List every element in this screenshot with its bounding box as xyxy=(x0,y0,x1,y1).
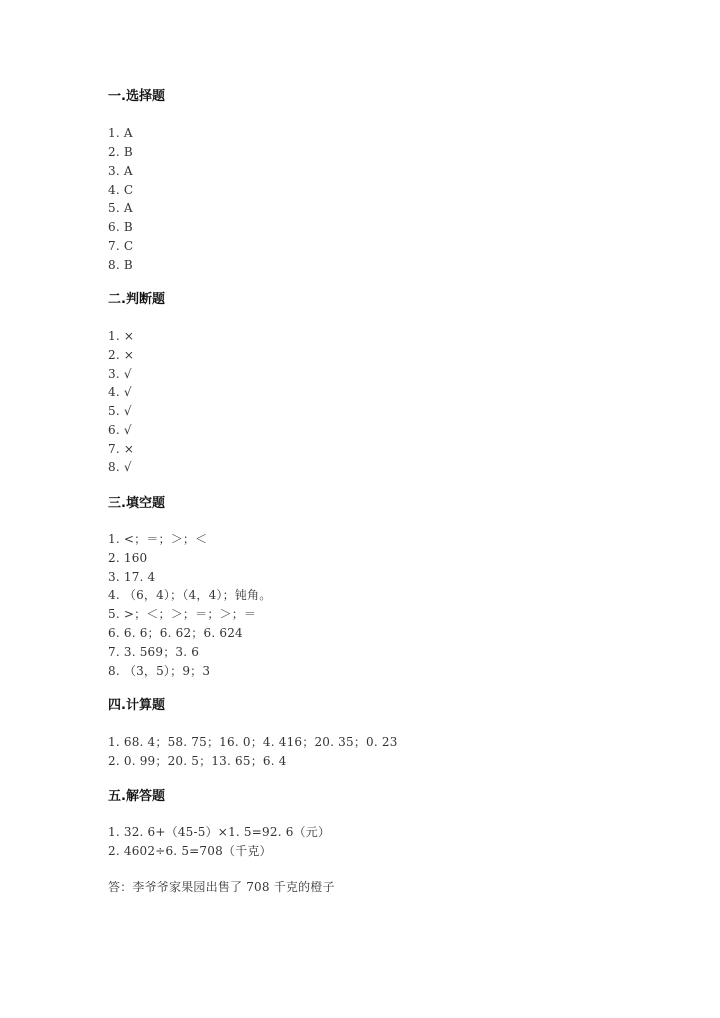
section-title-solution: 五.解答题 xyxy=(108,789,165,804)
solution-step-2: 2. 4602÷6. 5=708（千克） xyxy=(108,844,272,858)
fill-answer-7: 7. 3. 569；3. 6 xyxy=(108,645,200,659)
fill-answer-2: 2. 160 xyxy=(108,551,148,565)
judgment-answer-3: 3. √ xyxy=(108,367,132,381)
section-title-judgment: 二.判断题 xyxy=(108,292,165,307)
choice-answer-2: 2. B xyxy=(108,145,133,159)
choice-answer-5: 5. A xyxy=(108,201,133,215)
calc-answer-2: 2. 0. 99；20. 5；13. 65；6. 4 xyxy=(108,754,287,768)
calc-answer-1: 1. 68. 4；58. 75；16. 0；4. 416；20. 35；0. 23 xyxy=(108,735,398,749)
choice-answer-1: 1. A xyxy=(108,126,133,140)
final-answer: 答：李爷爷家果园出售了 708 千克的橙子 xyxy=(108,880,335,894)
choice-answer-8: 8. B xyxy=(108,258,133,272)
choice-answer-6: 6. B xyxy=(108,220,133,234)
judgment-answer-6: 6. √ xyxy=(108,423,132,437)
judgment-answer-7: 7. × xyxy=(108,442,135,456)
judgment-answer-2: 2. × xyxy=(108,348,135,362)
judgment-answer-5: 5. √ xyxy=(108,404,132,418)
fill-answer-8: 8. （3，5）；9；3 xyxy=(108,664,211,678)
fill-answer-5: 5. >；＜；＞；＝；＞；＝ xyxy=(108,607,257,621)
choice-answer-4: 4. C xyxy=(108,183,134,197)
judgment-answer-4: 4. √ xyxy=(108,385,132,399)
section-title-calculation: 四.计算题 xyxy=(108,698,165,713)
fill-answer-3: 3. 17. 4 xyxy=(108,570,156,584)
fill-answer-1: 1. <；＝；＞；＜ xyxy=(108,532,208,546)
fill-answer-4: 4. （6，4）；（4，4）；钝角。 xyxy=(108,588,272,602)
section-title-choice: 一.选择题 xyxy=(108,89,165,104)
section-title-fill-blank: 三.填空题 xyxy=(108,496,165,511)
judgment-answer-1: 1. × xyxy=(108,329,135,343)
solution-step-1: 1. 32. 6+（45-5）×1. 5=92. 6（元） xyxy=(108,825,331,839)
judgment-answer-8: 8. √ xyxy=(108,460,132,474)
fill-answer-6: 6. 6. 6；6. 62；6. 624 xyxy=(108,626,243,640)
choice-answer-3: 3. A xyxy=(108,164,133,178)
choice-answer-7: 7. C xyxy=(108,239,134,253)
